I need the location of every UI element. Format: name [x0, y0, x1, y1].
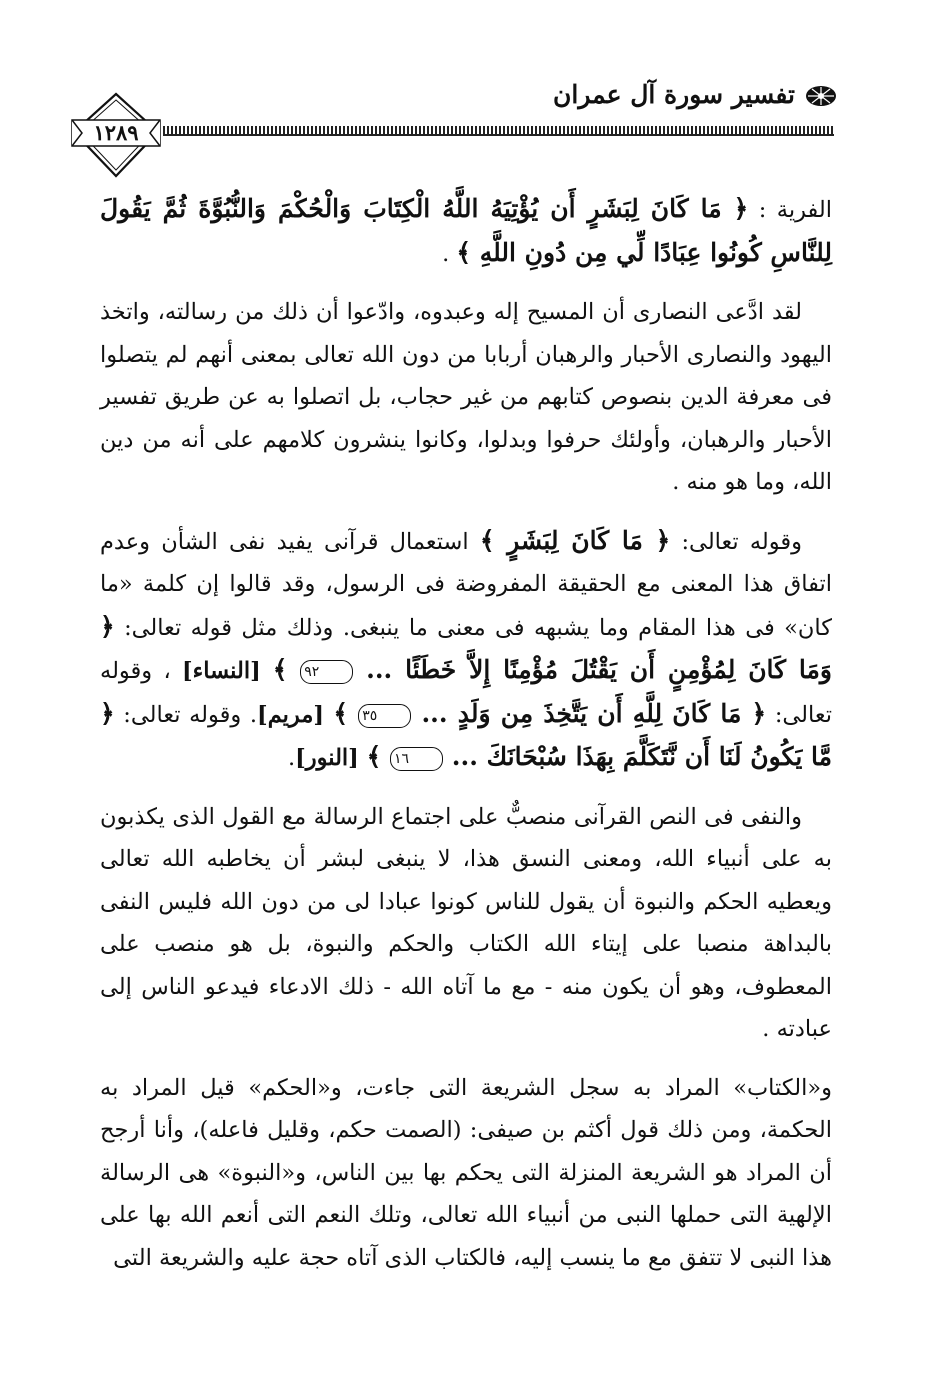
quran-quote: ﴿ مَا كَانَ لِبَشَرٍ أَن يُؤْتِيَهُ اللَّهُ الْكِتَابَ وَالْحُكْمَ وَالنُّبُوَّةَ ثُمَّ يَقُولَ لِلنَّاسِ كُونُوا عِبَادًا لِّي مِن دُونِ اللَّهِ ﴾ [100, 194, 832, 267]
text-segment: وقوله تعالى: [670, 528, 803, 555]
paragraph-end: . [442, 240, 457, 267]
quote-close: ﴾ [366, 742, 391, 771]
paragraph-1 [100, 188, 832, 275]
ayah-number-badge: ١٦ [390, 747, 443, 771]
quran-quote: ﴿ وَمَا كَانَ لِمُؤْمِنٍ أَن يَقْتُلَ مُؤْمِنًا إِلاَّ خَطَئًا ... [100, 611, 833, 684]
quran-quote: ﴿ مَا كَانَ لِبَشَرٍ ﴾ [479, 525, 671, 555]
text-segment: استعمال قرآنى يفيد نفى الشأن وعدم اتفاق هذا المعنى مع الحقيقة المفروضة فى الرسول، وقد قالوا إن كلمة «ما كان» فى هذا المقام وما يشبهه فى معنى ما ينبغى. وذلك مثل قوله تعالى: [100, 528, 832, 641]
ayah-number-badge: ٣٥ [358, 704, 411, 728]
paragraph-end: . [288, 745, 296, 771]
surah-reference: [النساء] [182, 658, 273, 684]
page-title: تفسير سورة آل عمران [553, 80, 795, 109]
header-rule-base [163, 134, 834, 136]
text-segment: . وقوله تعالى: [114, 701, 258, 728]
surah-reference: [مريم] [257, 701, 334, 728]
lead-text: الفرية : [748, 197, 832, 223]
flower-ornament-icon [804, 84, 838, 108]
paragraph-4: والنفى فى النص القرآنى منصبٌّ على اجتماع الرسالة مع القول الذى يكذبون به على أنبياء الله، ومعنى النسق هذا، لا ينبغى لبشر أن يخاطبه الله تعالى ويعطيه الحكم والنبوة أن يقول للناس كونوا عبادا لى من دون الله فليس النفى بالبداهة منصبا على إيتاء الله الكتاب والحكم والنبوة، بل هو منصب على المعطوف، وهو أن يكون منه - مع ما آتاه الله - ذلك الادعاء فيدعو الناس إلى عبادته . [100, 803, 832, 1042]
quote-close: ﴾ [272, 655, 301, 684]
surah-reference: [النور] [295, 745, 367, 771]
main-text [100, 188, 832, 1279]
paragraph-5: و«الكتاب» المراد به سجل الشريعة التى جاءت، و«الحكم» قيل المراد به الحكمة، ومن ذلك قول أكثم بن صيفى: (الصمت حكم، وقليل فاعله)، وأنا أرجح أن المراد هو الشريعة المنزلة التى يحكم بها بين الناس، و«النبوة» هى الرسالة الإلهية التى حملها النبى من أنبياء الله تعالى، وتلك النعم التى أنعم الله بها على هذا النبى لا تتفق مع ما ينسب إليه، فالكتاب الذى آتاه حجة عليه والشريعة التى [100, 1074, 832, 1271]
quran-quote: ﴿ مَّا يَكُونُ لَنَا أَن نَّتَكَلَّمَ بِهَذَا سُبْحَانَكَ ... [100, 698, 832, 771]
text-segment: ، وقوله تعالى: [100, 658, 832, 728]
paragraph-3 [100, 520, 832, 780]
paragraph-2: لقد ادَّعى النصارى أن المسيح إله وعبدوه، وادّعوا أن ذلك من رسالته، واتخذ اليهود والنصارى الأحبار والرهبان أربابا من دون الله تعالى بمعنى أنهم لم يتصلوا فى معرفة الدين بنصوص كتابهم من غير حجاب، بل اتصلوا به عن طريق تفسير الأحبار والرهبان، وأولئك حرفوا وبدلوا، وكانوا ينشرون كلامهم على أنه من دين الله، وما هو منه . [100, 299, 832, 495]
page-number: ١٢٨٩ [93, 120, 139, 145]
page-number-badge [70, 92, 162, 184]
page-header [0, 0, 930, 190]
quote-close: ﴾ [333, 698, 359, 728]
quran-quote: ﴿ مَا كَانَ لِلَّهِ أَن يَتَّخِذَ مِن وَلَدٍ ... [411, 698, 767, 728]
ayah-number-badge: ٩٢ [300, 660, 353, 684]
